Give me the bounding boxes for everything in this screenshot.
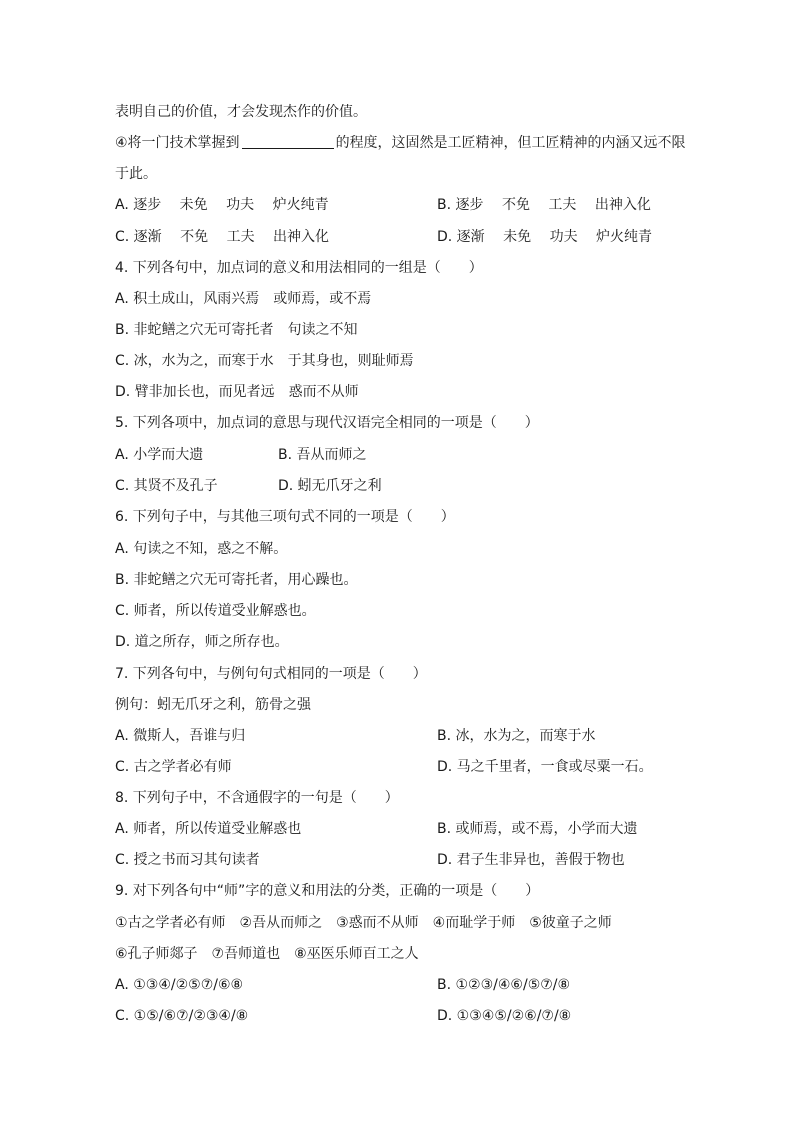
option-b: B. 或师焉，或不焉，小学而大遗 [437, 821, 638, 837]
option-c: C. ①⑤/⑥⑦/②③④/⑧ [115, 1008, 249, 1024]
question-6-stem: 6. 下列句子中，与其他三项句式不同的一项是（ ） [115, 509, 455, 525]
option-a: A. 小学而大遗 [115, 447, 204, 463]
fill-blank [242, 134, 334, 149]
option-row [115, 850, 695, 870]
option-d: D. 道之所存，师之所存也。 [115, 634, 289, 650]
text-segment: ④将一门技术掌握到 [115, 135, 240, 151]
option-c: C. 古之学者必有师 [115, 759, 232, 775]
option-d: D. 臂非加长也，而见者远 惑而不从师 [115, 384, 359, 400]
example-sentence: 例句：蚓无爪牙之利，筋骨之强 [115, 697, 311, 713]
question-5-stem: 5. 下列各项中，加点词的意思与现代汉语完全相同的一项是（ ） [115, 415, 539, 431]
option-row [115, 195, 695, 215]
question-4-stem: 4. 下列各句中，加点词的意义和用法相同的一组是（ ） [115, 260, 483, 276]
option-c: C. 师者，所以传道受业解惑也。 [115, 603, 316, 619]
option-a: A. 微斯人，吾谁与归 [115, 728, 246, 744]
option-row [115, 445, 695, 465]
option-c: C. 授之书而习其句读者 [115, 852, 260, 868]
option-a: A. 积土成山，风雨兴焉 或师焉，或不焉 [115, 291, 372, 307]
text-segment: 的程度，这固然是工匠精神，但工匠精神的内涵又远不限 [335, 135, 686, 151]
option-row [115, 227, 695, 247]
question-9-stem: 9. 对下列各句中“师”字的意义和用法的分类，正确的一项是（ ） [115, 883, 540, 899]
passage-line: 于此。 [115, 166, 157, 182]
question-3-item-4 [115, 133, 695, 153]
option-row [115, 476, 695, 496]
passage-line: 表明自己的价值，才会发现杰作的价值。 [115, 104, 367, 120]
option-a: A. ①③④/②⑤⑦/⑥⑧ [115, 977, 244, 993]
option-b: B. ①②③/④⑥/⑤⑦/⑧ [437, 977, 571, 993]
option-a: A. 句读之不知，惑之不解。 [115, 541, 288, 557]
option-d: D. ①③④⑤/②⑥/⑦/⑧ [437, 1008, 572, 1024]
sentence-list: ①古之学者必有师 ②吾从而师之 ③惑而不从师 ④而耻学于师 ⑤彼童子之师 [115, 915, 612, 931]
option-b: B. 逐步 不免 工夫 出神入化 [437, 197, 651, 213]
option-d: D. 逐渐 未免 功夫 炉火纯青 [437, 229, 653, 245]
option-row [115, 1006, 695, 1026]
option-d: D. 马之千里者，一食或尽粟一石。 [437, 759, 653, 775]
option-d: D. 君子生非异也，善假于物也 [437, 852, 625, 868]
option-a: A. 师者，所以传道受业解惑也 [115, 821, 302, 837]
option-c: C. 逐渐 不免 工夫 出神入化 [115, 229, 330, 245]
option-row [115, 726, 695, 746]
question-8-stem: 8. 下列句子中，不含通假字的一句是（ ） [115, 790, 399, 806]
option-b: B. 冰，水为之，而寒于水 [437, 728, 596, 744]
question-7-stem: 7. 下列各句中，与例句句式相同的一项是（ ） [115, 666, 427, 682]
option-b: B. 非蛇鳝之穴无可寄托者，用心躁也。 [115, 572, 358, 588]
option-c: C. 冰，水为之，而寒于水 于其身也，则耻师焉 [115, 353, 414, 369]
option-row [115, 757, 695, 777]
option-b: B. 非蛇鳝之穴无可寄托者 句读之不知 [115, 322, 358, 338]
option-d: D. 蚓无爪牙之利 [278, 478, 382, 494]
option-row [115, 975, 695, 995]
option-c: C. 其贤不及孔子 [115, 478, 218, 494]
option-row [115, 819, 695, 839]
sentence-list: ⑥孔子师郯子 ⑦吾师道也 ⑧巫医乐师百工之人 [115, 946, 419, 962]
option-a: A. 逐步 未免 功夫 炉火纯青 [115, 197, 329, 213]
option-b: B. 吾从而师之 [278, 447, 367, 463]
